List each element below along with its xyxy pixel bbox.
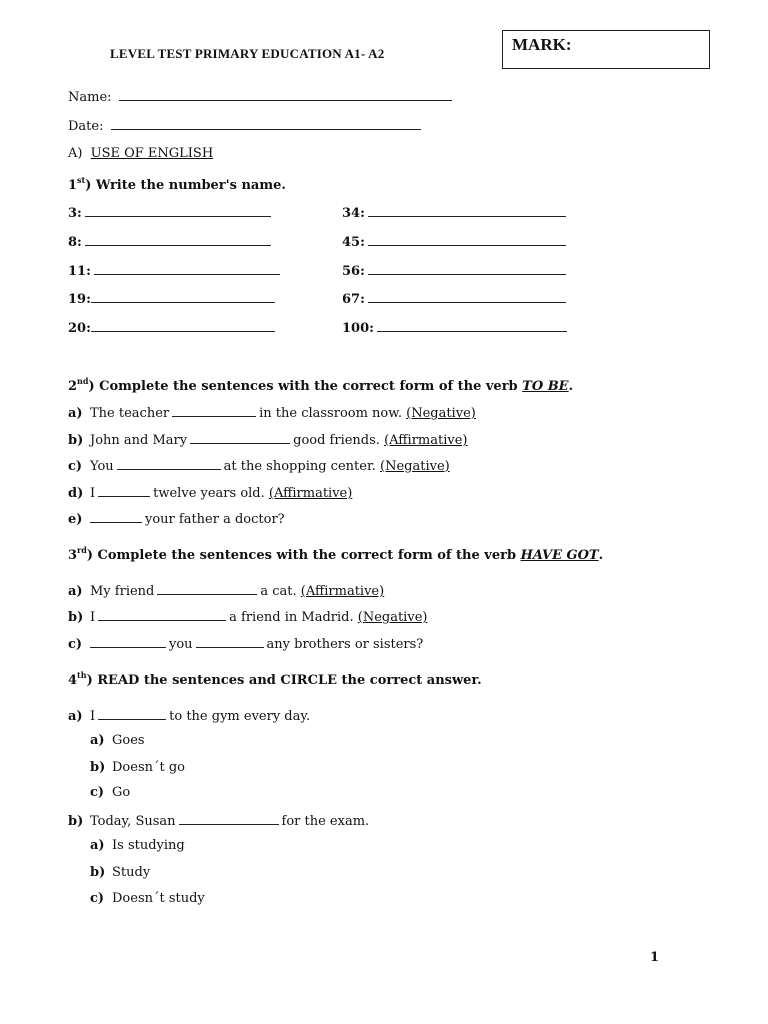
- option-text: Study: [112, 865, 151, 880]
- q1-left-item: [68, 262, 283, 279]
- item-text: The teacher: [90, 406, 170, 421]
- option-text: Goes: [112, 733, 145, 748]
- q3-instruction: [68, 545, 603, 563]
- q4-ordinal: th: [77, 670, 87, 680]
- q4-instruction: [68, 670, 482, 688]
- item-text: a friend in Madrid.: [229, 610, 354, 625]
- item-text: for the exam.: [281, 814, 370, 829]
- q3-end: .: [598, 548, 604, 563]
- answer-blank[interactable]: [157, 582, 257, 595]
- q1-right-item: [342, 262, 569, 279]
- item-hint: (Negative): [357, 610, 428, 625]
- item-label: a): [68, 406, 83, 421]
- answer-option[interactable]: [90, 838, 185, 853]
- option-text: Go: [112, 785, 131, 800]
- answer-blank[interactable]: [172, 404, 256, 417]
- option-label: a): [90, 733, 105, 748]
- date-field-row: [68, 117, 424, 134]
- q1-text: ) Write the number's name.: [85, 178, 286, 193]
- item-label: a): [68, 584, 83, 599]
- q2-ordinal: nd: [77, 376, 89, 386]
- answer-blank[interactable]: [368, 204, 566, 217]
- item-hint: (Negative): [380, 459, 450, 474]
- q2-verb: TO BE: [522, 379, 569, 394]
- item-hint: (Affirmative): [268, 486, 353, 501]
- item-label: e): [68, 512, 83, 527]
- section-letter: A): [68, 146, 83, 161]
- section-heading: [68, 146, 213, 161]
- answer-blank[interactable]: [91, 290, 275, 303]
- q2-text: ) Complete the sentences with the correct form of the verb: [88, 379, 523, 394]
- q4-text: ) READ the sentences and CIRCLE the correct answer.: [86, 673, 482, 688]
- q3-verb: HAVE GOT: [520, 548, 599, 563]
- q2-item: [68, 404, 476, 421]
- answer-blank[interactable]: [368, 262, 566, 275]
- item-hint: (Affirmative): [384, 433, 468, 448]
- q1-left-item: [68, 233, 274, 250]
- item-text: Today, Susan: [90, 814, 176, 829]
- item-hint: (Affirmative): [300, 584, 385, 599]
- answer-blank[interactable]: [117, 457, 221, 470]
- number-label: 45:: [342, 235, 365, 250]
- answer-blank[interactable]: [91, 319, 275, 332]
- answer-blank[interactable]: [377, 319, 567, 332]
- answer-blank[interactable]: [98, 484, 150, 497]
- number-label: 19:: [68, 292, 91, 307]
- answer-blank[interactable]: [98, 608, 226, 621]
- item-text: My friend: [90, 584, 155, 599]
- item-text: you: [169, 637, 193, 652]
- item-text: You: [90, 459, 114, 474]
- answer-option[interactable]: [90, 733, 145, 748]
- option-label: b): [90, 865, 106, 880]
- q4-number: 4: [68, 673, 78, 688]
- q1-ordinal: st: [77, 175, 86, 185]
- answer-blank[interactable]: [368, 233, 566, 246]
- item-text: I: [90, 709, 96, 724]
- q1-right-item: [342, 319, 570, 336]
- answer-blank[interactable]: [94, 262, 280, 275]
- q2-item: [68, 431, 468, 448]
- item-label: b): [68, 433, 84, 448]
- answer-blank[interactable]: [98, 707, 166, 720]
- section-title: USE OF ENGLISH: [90, 146, 214, 161]
- item-text: your father a doctor?: [145, 512, 285, 527]
- item-hint: (Negative): [406, 406, 476, 421]
- item-text: John and Mary: [90, 433, 188, 448]
- number-label: 3:: [68, 206, 82, 221]
- name-field-row: [68, 88, 455, 105]
- q3-item: [68, 582, 384, 599]
- q2-end: .: [568, 379, 574, 394]
- answer-blank[interactable]: [368, 290, 566, 303]
- item-label: a): [68, 709, 83, 724]
- q4-question: [68, 707, 310, 724]
- number-label: 11:: [68, 264, 91, 279]
- q1-right-item: [342, 290, 569, 307]
- item-text: I: [90, 610, 96, 625]
- name-label: Name:: [68, 90, 112, 105]
- number-label: 67:: [342, 292, 365, 307]
- option-text: Is studying: [112, 838, 185, 853]
- q2-item: [68, 457, 450, 474]
- item-text: in the classroom now.: [259, 406, 402, 421]
- q1-right-item: [342, 233, 569, 250]
- option-text: Doesn´t study: [112, 891, 205, 906]
- answer-blank[interactable]: [179, 812, 279, 825]
- q2-instruction: [68, 376, 573, 394]
- item-text: twelve years old.: [153, 486, 265, 501]
- q2-item: [68, 510, 285, 527]
- page-title: LEVEL TEST PRIMARY EDUCATION A1- A2: [110, 46, 385, 61]
- item-text: any brothers or sisters?: [266, 637, 424, 652]
- number-label: 20:: [68, 321, 91, 336]
- q3-text: ) Complete the sentences with the correct form of the verb: [86, 548, 521, 563]
- q2-number: 2: [68, 379, 78, 394]
- item-label: c): [68, 637, 83, 652]
- option-label: a): [90, 838, 105, 853]
- q1-left-item: [68, 204, 274, 221]
- item-text: to the gym every day.: [169, 709, 311, 724]
- item-text: good friends.: [293, 433, 380, 448]
- item-text: a cat.: [260, 584, 297, 599]
- item-label: b): [68, 610, 84, 625]
- answer-option[interactable]: [90, 891, 205, 906]
- number-label: 56:: [342, 264, 365, 279]
- option-label: c): [90, 891, 105, 906]
- q3-ordinal: rd: [77, 545, 87, 555]
- q3-number: 3: [68, 548, 78, 563]
- item-text: at the shopping center.: [223, 459, 376, 474]
- mark-label: MARK:: [512, 35, 572, 54]
- answer-blank[interactable]: [90, 510, 142, 523]
- option-text: Doesn´t go: [112, 760, 185, 775]
- q1-number: 1: [68, 178, 78, 193]
- option-label: b): [90, 760, 106, 775]
- number-label: 8:: [68, 235, 82, 250]
- answer-blank[interactable]: [90, 635, 166, 648]
- name-blank[interactable]: [119, 88, 452, 101]
- q4-question: [68, 812, 369, 829]
- number-label: 34:: [342, 206, 365, 221]
- q3-item: [68, 635, 423, 652]
- q1-left-item: [68, 319, 278, 336]
- answer-blank[interactable]: [85, 204, 271, 217]
- item-text: I: [90, 486, 96, 501]
- q3-item: [68, 608, 427, 625]
- q1-left-item: [68, 290, 278, 307]
- answer-blank[interactable]: [190, 431, 290, 444]
- item-label: b): [68, 814, 84, 829]
- option-label: c): [90, 785, 105, 800]
- item-label: d): [68, 486, 84, 501]
- answer-blank[interactable]: [196, 635, 264, 648]
- answer-option[interactable]: [90, 785, 130, 800]
- answer-blank[interactable]: [85, 233, 271, 246]
- date-blank[interactable]: [111, 117, 421, 130]
- q2-item: [68, 484, 352, 501]
- number-label: 100:: [342, 321, 374, 336]
- date-label: Date:: [68, 119, 104, 134]
- answer-option[interactable]: [90, 865, 150, 880]
- item-label: c): [68, 459, 83, 474]
- q1-right-item: [342, 204, 569, 221]
- page-number: 1: [650, 950, 660, 965]
- q1-instruction: [68, 175, 286, 193]
- answer-option[interactable]: [90, 760, 185, 775]
